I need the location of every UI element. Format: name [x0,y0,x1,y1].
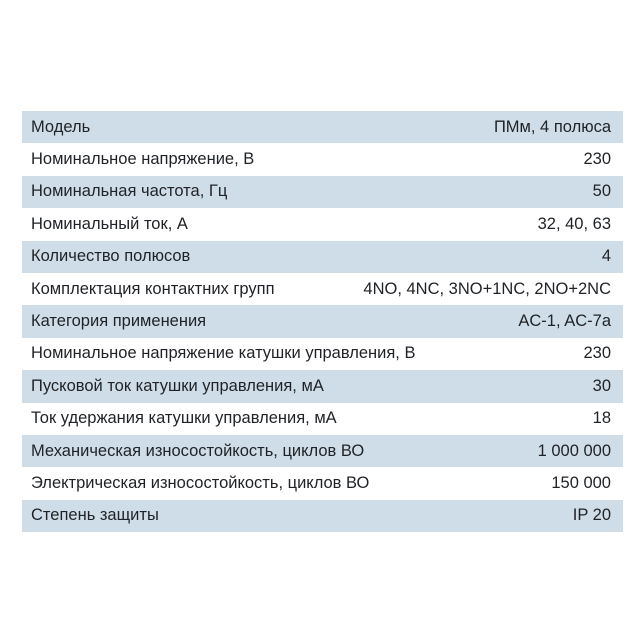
table-row-rated-current [22,208,623,240]
row-value: 230 [583,150,611,169]
table-row-utilization-category [22,305,623,337]
row-label: Электрическая износостойкость, циклов ВО [31,473,370,492]
row-label: Номинальная частота, Гц [31,182,228,201]
table-row-rated-voltage [22,143,623,175]
row-label: Комплектация контактних групп [31,279,275,298]
table-row-coil-holding-current [22,403,623,435]
row-label: Количество полюсов [31,247,191,266]
row-label: Категория применения [31,312,207,331]
table-row-electrical-endurance [22,467,623,499]
row-label: Пусковой ток катушки управления, мА [31,376,324,395]
row-value: 30 [592,376,611,395]
row-label: Степень защиты [31,506,159,525]
row-value: 18 [592,409,611,428]
row-value: IP 20 [572,506,611,525]
row-label: Ток удержания катушки управления, мА [31,409,337,428]
table-row-rated-frequency [22,176,623,208]
row-value: 1 000 000 [537,441,611,460]
row-value: 4 [601,247,611,266]
row-value: 150 000 [551,473,611,492]
row-label: Номинальное напряжение, В [31,150,255,169]
row-value: 32, 40, 63 [537,214,611,233]
table-row-pole-count [22,241,623,273]
table-row-model [22,111,623,143]
row-value: 4NO, 4NC, 3NO+1NC, 2NO+2NC [363,279,611,298]
table-row-coil-inrush-current [22,370,623,402]
table-row-coil-voltage [22,338,623,370]
row-value: AC-1, AC-7a [518,312,611,331]
specifications-table [22,111,623,532]
row-value: 50 [592,182,611,201]
row-value: 230 [583,344,611,363]
row-label: Механическая износостойкость, циклов ВО [31,441,365,460]
table-row-protection-degree [22,500,623,532]
row-label: Модель [31,117,91,136]
table-row-mechanical-endurance [22,435,623,467]
table-row-contact-groups [22,273,623,305]
row-label: Номинальный ток, А [31,214,188,233]
row-label: Номинальное напряжение катушки управления, В [31,344,416,363]
row-value: ПМм, 4 полюса [493,117,611,136]
